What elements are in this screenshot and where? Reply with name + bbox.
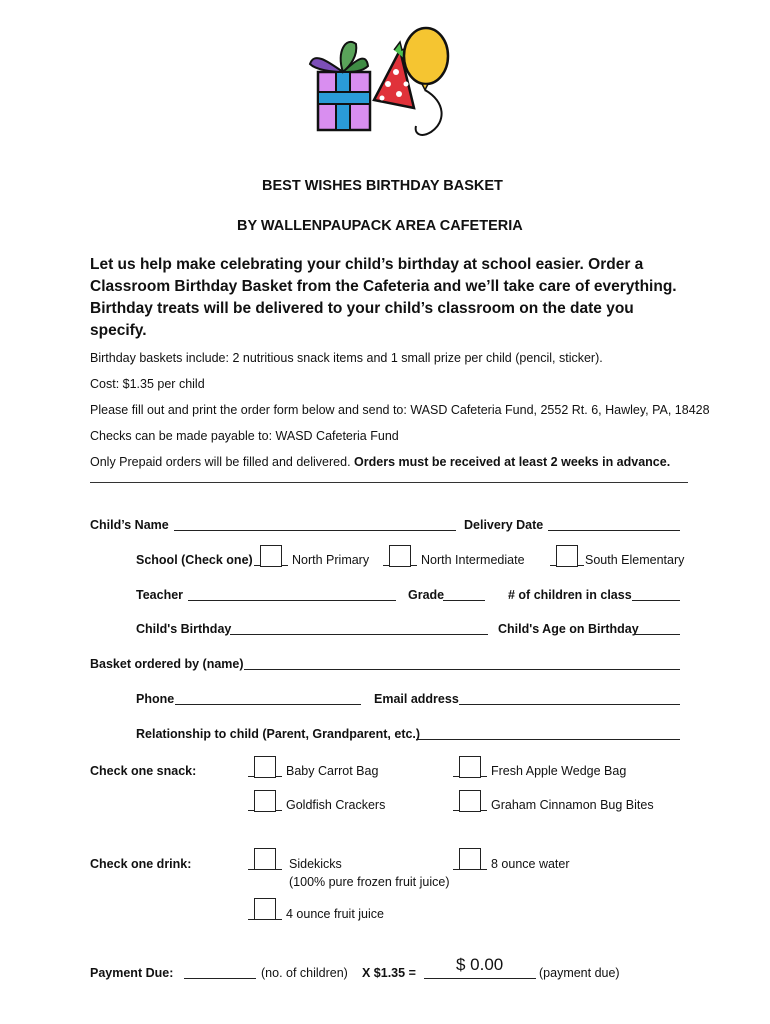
school-option-south-elementary: South Elementary [585,553,685,567]
drink-checkbox-fruit-juice[interactable] [254,898,276,920]
drink-checkbox-sidekicks[interactable] [254,848,276,870]
school-checkbox-south-elementary[interactable] [556,545,578,567]
intro-line-4: specify. [90,322,147,339]
snack-option-goldfish: Goldfish Crackers [286,798,386,812]
prepaid-notice [90,455,670,469]
school-option-north-primary: North Primary [292,553,370,567]
drink-option-fruit-juice: 4 ounce fruit juice [286,907,384,921]
payment-children-field[interactable] [184,967,256,979]
payment-suffix: (payment due) [539,966,620,980]
snack-label: Check one snack: [90,764,197,778]
relationship-label: Relationship to child (Parent, Grandparent, etc.) [136,727,421,741]
payment-children-text: (no. of children) [261,966,348,980]
childs-birthday-field[interactable] [230,623,488,635]
snack-checkbox-graham[interactable] [459,790,481,812]
ordered-by-label: Basket ordered by (name) [90,657,244,671]
email-label: Email address [374,692,459,706]
num-children-field[interactable] [632,589,680,601]
grade-label: Grade [408,588,445,602]
school-checkbox-north-intermediate[interactable] [389,545,411,567]
intro-line-3: Birthday treats will be delivered to your child’s classroom on the date you [90,300,634,317]
drink-note: (100% pure frozen fruit juice) [289,875,450,889]
teacher-field[interactable] [188,589,396,601]
cost-text: Cost: $1.35 per child [90,377,205,391]
delivery-date-field[interactable] [548,519,680,531]
ordered-by-field[interactable] [244,658,680,670]
intro-line-1: Let us help make celebrating your child’s birthday at school easier. Order a [90,256,644,273]
teacher-label: Teacher [136,588,184,602]
send-to-text: Please fill out and print the order form below and send to: WASD Cafeteria Fund, 2552 Rt. 6, Hawley, PA, 18428 [90,403,710,417]
payment-rate-text: X $1.35 = [362,966,416,980]
snack-option-baby-carrot: Baby Carrot Bag [286,764,379,778]
childs-age-field[interactable] [634,623,680,635]
snack-option-graham: Graham Cinnamon Bug Bites [491,798,654,812]
snack-checkbox-goldfish[interactable] [254,790,276,812]
prepaid-text: Only Prepaid orders will be filled and delivered. [90,455,351,469]
school-option-north-intermediate: North Intermediate [421,553,525,567]
drink-label: Check one drink: [90,857,192,871]
phone-field[interactable] [175,693,361,705]
birthday-gift-balloon-logo [296,22,456,152]
num-children-label: # of children in class [508,588,632,602]
snack-option-apple-wedge: Fresh Apple Wedge Bag [491,764,627,778]
intro-line-2: Classroom Birthday Basket from the Cafeteria and we’ll take care of everything. [90,278,677,295]
drink-option-sidekicks: Sidekicks [289,857,342,871]
phone-label: Phone [136,692,175,706]
childs-birthday-label: Child's Birthday [136,622,232,636]
payment-value: $ 0.00 [456,955,504,974]
childs-name-label: Child’s Name [90,518,169,532]
childs-name-field[interactable] [174,519,456,531]
email-field[interactable] [459,693,680,705]
section-divider [90,482,688,483]
includes-text: Birthday baskets include: 2 nutritious snack items and 1 small prize per child (pencil, sticker). [90,351,603,365]
title-line-2: BY WALLENPAUPACK AREA CAFETERIA [237,218,523,234]
snack-checkbox-apple-wedge[interactable] [459,756,481,778]
grade-field[interactable] [443,589,485,601]
drink-option-water: 8 ounce water [491,857,570,871]
relationship-field[interactable] [416,728,680,740]
school-label: School (Check one) [136,553,253,567]
checks-text: Checks can be made payable to: WASD Cafeteria Fund [90,429,399,443]
drink-checkbox-water[interactable] [459,848,481,870]
childs-age-label: Child's Age on Birthday [498,622,639,636]
deadline-text: Orders must be received at least 2 weeks in advance. [354,455,671,469]
snack-checkbox-baby-carrot[interactable] [254,756,276,778]
delivery-date-label: Delivery Date [464,518,544,532]
school-checkbox-north-primary[interactable] [260,545,282,567]
payment-label: Payment Due: [90,966,174,980]
title-line-1: BEST WISHES BIRTHDAY BASKET [262,178,503,194]
